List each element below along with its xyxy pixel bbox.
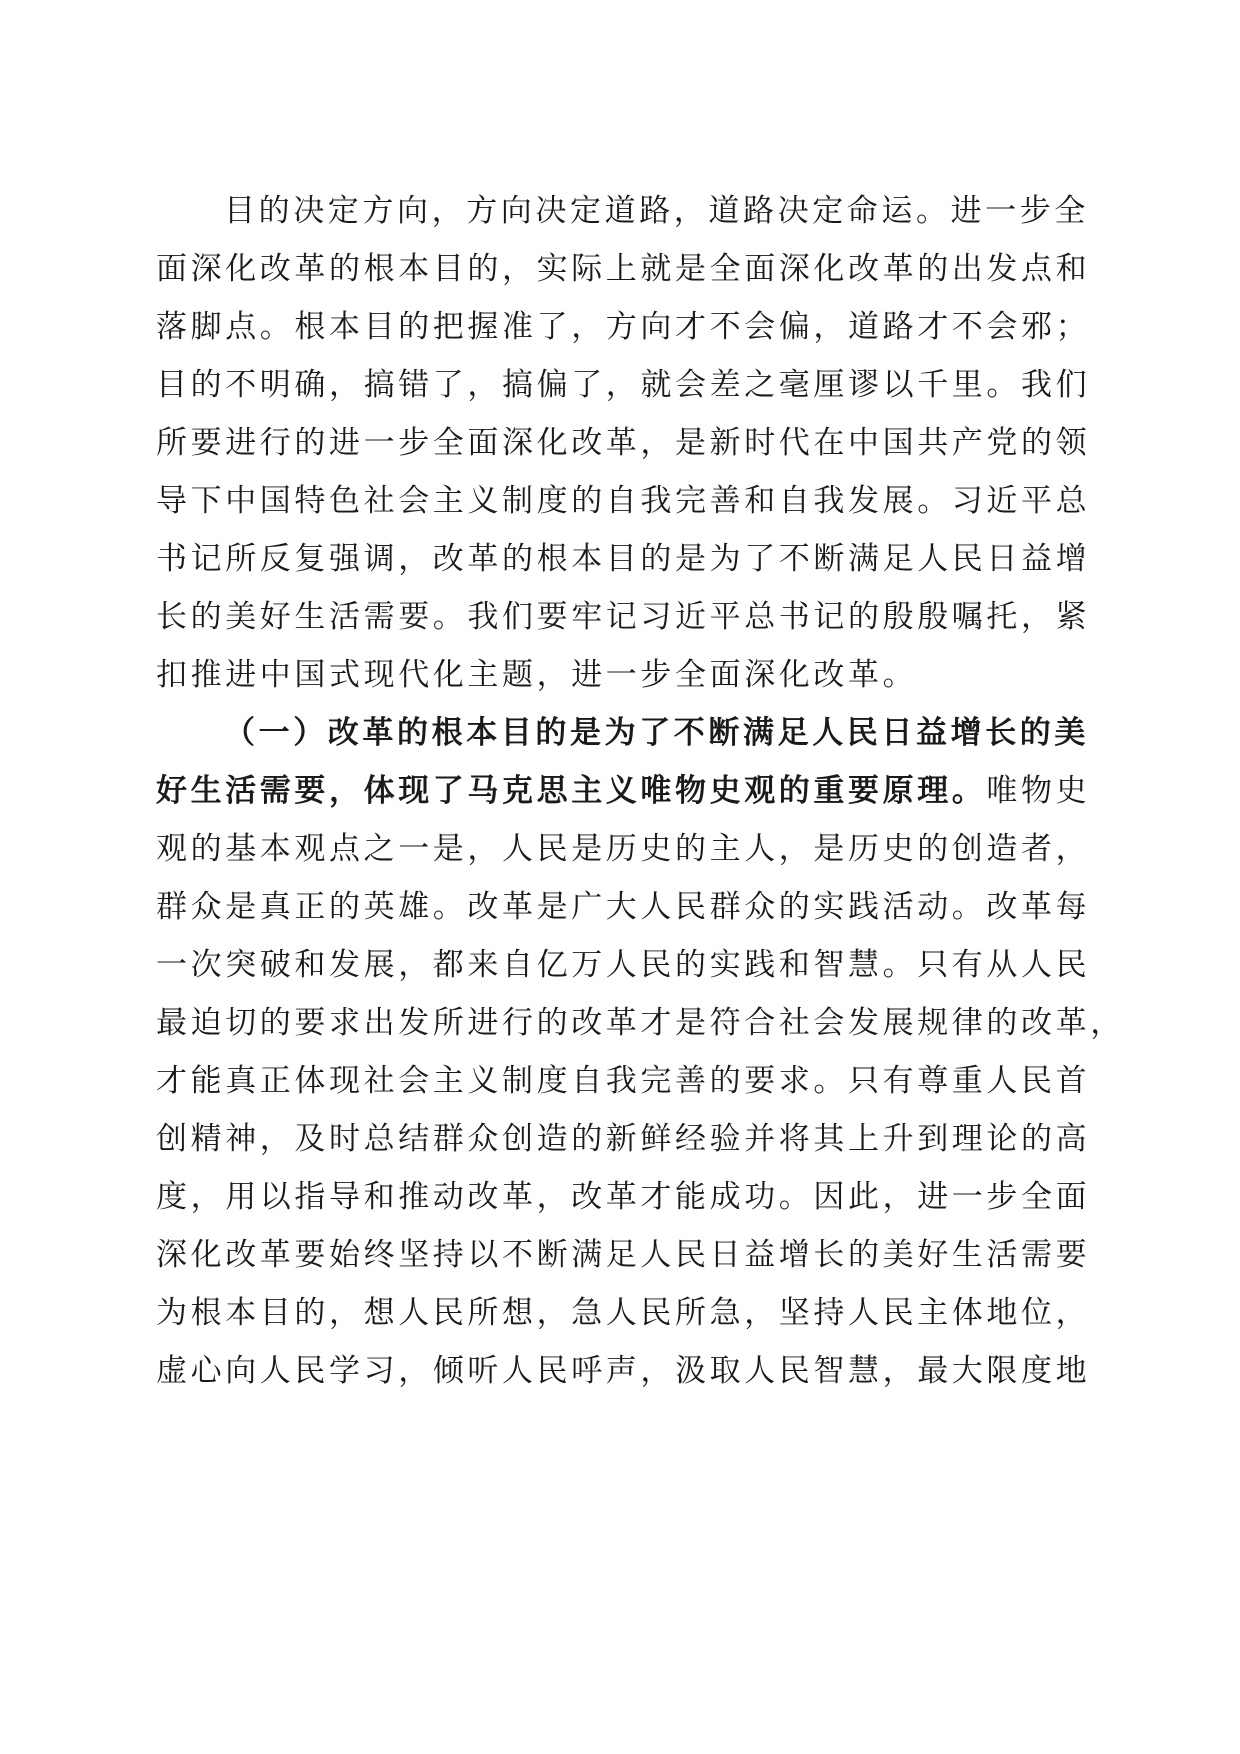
text-line: 目的不明确，搞错了，搞偏了，就会差之毫厘谬以千里。我们	[156, 367, 1091, 403]
text-line: 一次突破和发展，都来自亿万人民的实践和智慧。只有从人民	[156, 947, 1091, 983]
text-line: 深化改革要始终坚持以不断满足人民日益增长的美好生活需要	[156, 1237, 1091, 1273]
section-heading-line: （一）改革的根本目的是为了不断满足人民日益增长的美	[224, 715, 1089, 751]
section-heading-tail: 好生活需要，体现了马克思主义唯物史观的重要原理。	[156, 773, 987, 809]
body-text	[156, 182, 1125, 1400]
text-line: 导下中国特色社会主义制度的自我完善和自我发展。习近平总	[156, 483, 1091, 519]
text-line: 虚心向人民学习，倾听人民呼声，汲取人民智慧，最大限度地	[156, 1353, 1091, 1389]
text-line: 观的基本观点之一是，人民是历史的主人，是历史的创造者，	[156, 831, 1091, 867]
text-line: 群众是真正的英雄。改革是广大人民群众的实践活动。改革每	[156, 889, 1091, 925]
text-line: 所要进行的进一步全面深化改革，是新时代在中国共产党的领	[156, 425, 1091, 461]
text-line: 书记所反复强调，改革的根本目的是为了不断满足人民日益增	[156, 541, 1091, 577]
text-line: 面深化改革的根本目的，实际上就是全面深化改革的出发点和	[156, 251, 1091, 287]
text-line: 度，用以指导和推动改革，改革才能成功。因此，进一步全面	[156, 1179, 1091, 1215]
text-line: 为根本目的，想人民所想，急人民所急，坚持人民主体地位，	[156, 1295, 1091, 1331]
text-line: 扣推进中国式现代化主题，进一步全面深化改革。	[156, 657, 918, 693]
text-line: 才能真正体现社会主义制度自我完善的要求。只有尊重人民首	[156, 1063, 1091, 1099]
text-line: 最迫切的要求出发所进行的改革才是符合社会发展规律的改革，	[156, 1005, 1125, 1041]
text-line: 目的决定方向，方向决定道路，道路决定命运。进一步全	[224, 193, 1089, 229]
text-line: 长的美好生活需要。我们要牢记习近平总书记的殷殷嘱托，紧	[156, 599, 1091, 635]
text-line: 落脚点。根本目的把握准了，方向才不会偏，道路才不会邪；	[156, 309, 1091, 345]
body-text-fragment: 唯物史	[986, 773, 1091, 809]
text-line: 创精神，及时总结群众创造的新鲜经验并将其上升到理论的高	[156, 1121, 1091, 1157]
section-heading-line-continued	[156, 762, 1096, 820]
